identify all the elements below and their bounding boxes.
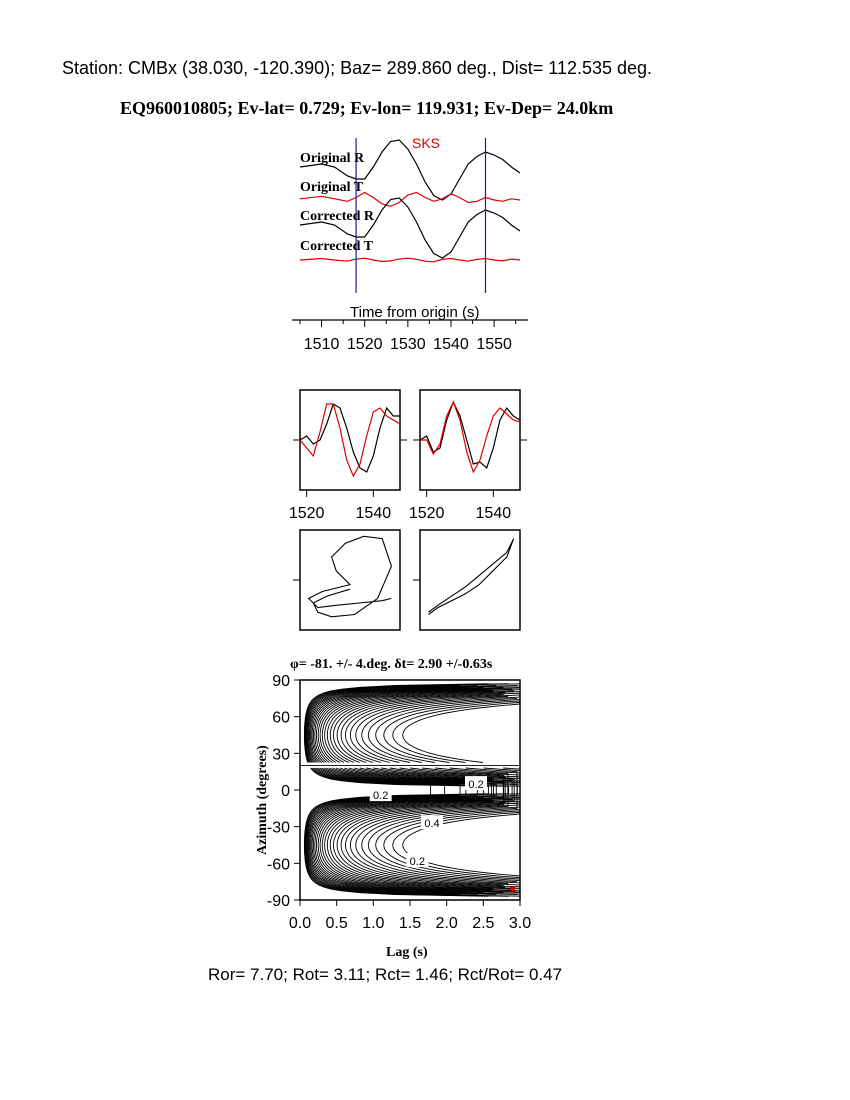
contour-x-tick-label: 1.0	[362, 915, 385, 932]
contour-label: 0.2	[373, 790, 389, 803]
fast-slow-tick-label: 1520	[408, 505, 445, 522]
contour-x-tick-label: 0.5	[325, 915, 348, 932]
contour-x-tick-label: 3.0	[508, 915, 532, 932]
contour-label: 0.4	[424, 818, 440, 831]
trace-label-original-t: Original T	[300, 180, 364, 195]
trace-label-corrected-r: Corrected R	[300, 209, 374, 224]
contour-label: 0.2	[409, 856, 425, 869]
seismogram-panel	[292, 135, 528, 353]
trace-label-original-r: Original R	[300, 151, 365, 166]
contour-y-tick-label: -90	[266, 893, 290, 910]
contour-x-axis-label: Lag (s)	[386, 945, 428, 960]
contour-y-tick-label: -60	[266, 856, 290, 874]
contour-y-tick-label: 60	[272, 709, 290, 727]
ratios-line: Ror= 7.70; Rot= 3.11; Rct= 1.46; Rct/Rot= 0.47	[208, 965, 563, 984]
contour-x-tick-label: 2.0	[435, 915, 458, 932]
seismogram-x-axis-label: Time from origin (s)	[350, 304, 480, 321]
trace-label-corrected-t: Corrected T	[300, 239, 373, 254]
particle-motion-trace	[309, 536, 392, 617]
fast-slow-tick-label: 1540	[475, 505, 512, 522]
seismogram-tick-label: 1510	[303, 336, 340, 353]
contour-x-tick-label: 2.5	[472, 915, 495, 932]
seismogram-tick-label: 1540	[433, 336, 469, 353]
seismogram-tick-label: 1520	[346, 336, 383, 353]
seismogram-tick-label: 1550	[476, 336, 512, 353]
contour-x-tick-label: 1.5	[398, 915, 422, 932]
fast-slow-tick-label: 1540	[355, 505, 392, 522]
event-info-line: EQ960010805; Ev-lat= 0.729; Ev-lon= 119.931; Ev-Dep= 24.0km	[120, 98, 614, 118]
particle-motion-trace	[429, 539, 514, 615]
seismogram-trace-4	[300, 258, 520, 262]
particle-motion-corrected-frame	[420, 530, 520, 630]
fast-slow-corrected-frame	[420, 390, 520, 490]
contour-y-axis-label: Azimuth (degrees)	[255, 745, 270, 855]
seismogram-tick-label: 1530	[390, 336, 426, 353]
fast-slow-trace-red	[420, 402, 520, 472]
contour-x-tick-label: 0.0	[288, 915, 312, 932]
phase-label: SKS	[412, 135, 441, 151]
contour-y-tick-label: 90	[272, 673, 290, 690]
contour-y-tick-label: 30	[272, 746, 290, 764]
best-fit-marker	[510, 887, 515, 892]
seismogram-x-axis	[292, 320, 528, 353]
splitting-result-title: φ= -81. +/- 4.deg. δt= 2.90 +/-0.63s	[290, 657, 493, 672]
contour-y-tick-label: 0	[281, 783, 290, 800]
station-info-line: Station: CMBx (38.030, -120.390); Baz= 289.860 deg., Dist= 112.535 deg.	[62, 58, 653, 78]
contour-y-tick-label: -30	[266, 819, 290, 837]
fast-slow-tick-label: 1520	[288, 505, 325, 522]
contour-label: 0.2	[468, 779, 484, 792]
